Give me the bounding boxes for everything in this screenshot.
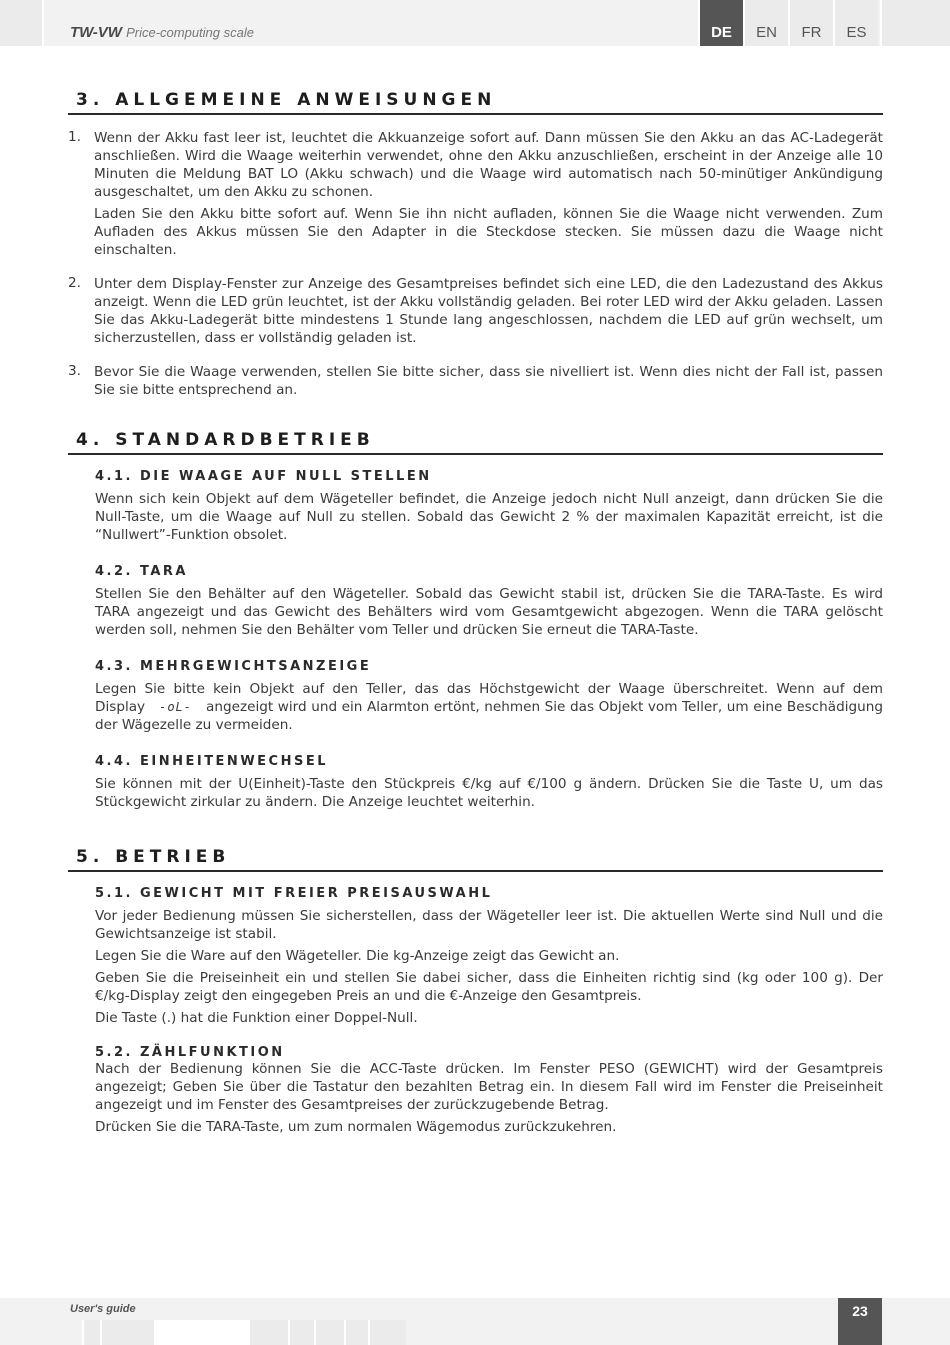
footer-strip	[82, 1320, 102, 1345]
list-number: 2.	[68, 275, 81, 291]
subsection-5-1-body	[95, 907, 883, 1027]
model-name: TW-VW	[70, 24, 122, 41]
paragraph: Vor jeder Bedienung müssen Sie sicherstellen, dass der Wägeteller leer ist. Die aktuellen Werte sind Null und die Gewichtsanzeige ist stabil.	[95, 908, 883, 942]
paragraph	[95, 680, 883, 734]
paragraph: Sie können mit der U(Einheit)-Taste den Stückpreis €/kg auf €/100 g ändern. Drücken Sie die Taste U, um das Stückgewicht zirkular zu ändern. Die Anzeige leuchtet weiterhin.	[95, 776, 883, 810]
paragraph: Geben Sie die Preiseinheit ein und stellen Sie dabei sicher, dass die Einheiten richtig sind (kg oder 100 g). Der €/kg-Display zeigt den eingegeben Preis an und die €-Anzeige den Gesamtpreis.	[95, 970, 883, 1004]
document-subtitle: Price-computing scale	[126, 25, 254, 40]
paragraph: Die Taste (.) hat die Funktion einer Doppel-Null.	[95, 1010, 418, 1026]
paragraph: Unter dem Display-Fenster zur Anzeige des Gesamtpreises befindet sich eine LED, die den Ladezustand des Akkus anzeigt. Wenn die LED grün leuchtet, ist der Akku vollständig geladen. Bei roter LED wird der Akku geladen. Lassen Sie das Akku-Ladegerät bitte mindestens 1 Stunde lang angeschlossen, nachdem die LED auf grün wechselt, um sicherzustellen, dass er vollständig geladen ist.	[94, 276, 883, 346]
paragraph: Laden Sie den Akku bitte sofort auf. Wenn Sie ihn nicht aufladen, können Sie die Waage nicht verwenden. Zum Aufladen des Akkus müssen Sie den Adapter in die Steckdose stecken. Sie müssen dazu die Waage nicht einschalten.	[94, 206, 883, 258]
subsection-5-1-heading: 5.1. GEWICHT MIT FREIER PREISAUSWAHL	[95, 886, 493, 901]
list-item	[68, 363, 883, 399]
subsection-4-1-body	[95, 490, 883, 544]
page-header	[0, 0, 950, 46]
subsection-4-3-body	[95, 680, 883, 734]
footer-strip	[248, 1320, 288, 1345]
tab-lang-es[interactable]: ES	[833, 0, 878, 46]
list-item	[68, 129, 883, 259]
paragraph: Legen Sie die Ware auf den Wägeteller. Die kg-Anzeige zeigt das Gewicht an.	[95, 948, 620, 964]
page-number: 23	[838, 1298, 882, 1345]
overload-display-symbol: -oL-	[159, 700, 193, 714]
subsection-5-2-heading: 5.2. ZÄHLFUNKTION	[95, 1045, 285, 1060]
list-item	[68, 275, 883, 347]
language-tabs	[698, 0, 878, 46]
subsection-4-1-heading: 4.1. DIE WAAGE AUF NULL STELLEN	[95, 469, 432, 484]
page-footer	[0, 1298, 950, 1345]
text-before-symbol: Legen Sie bitte kein Objekt auf den Teller, das das Höchstgewicht der Waage überschreitet. Wenn auf dem Display	[95, 681, 883, 715]
page-content	[68, 90, 883, 1136]
footer-label: User's guide	[70, 1303, 136, 1315]
subsection-4-2-body	[95, 585, 883, 639]
subsection-4-3-heading: 4.3. MEHRGEWICHTSANZEIGE	[95, 659, 372, 674]
paragraph: Wenn sich kein Objekt auf dem Wägeteller befindet, die Anzeige jedoch nicht Null anzeigt, dann drücken Sie die Null-Taste, um die Waage auf Null zu stellen. Sobald das Gewicht 2 % der maximalen Kapazität erreicht, ist die “Nullwert”-Funktion obsolet.	[95, 491, 883, 543]
footer-white-block	[154, 1320, 248, 1345]
subsection-4-4-body	[95, 775, 883, 811]
paragraph: Drücken Sie die TARA-Taste, um zum normalen Wägemodus zurückzukehren.	[95, 1119, 617, 1135]
footer-strip	[368, 1320, 406, 1345]
paragraph: Stellen Sie den Behälter auf den Wägeteller. Sobald das Gewicht stabil ist, drücken Sie die TARA-Taste. Es wird TARA angezeigt und das Gewicht des Behälters wird vom Gesamtgewicht abgezogen. Wenn die TARA gelöscht werden soll, nehmen Sie den Behälter vom Teller und drücken Sie erneut die TARA-Taste.	[95, 586, 883, 638]
header-left-strip	[0, 0, 44, 46]
section-4-heading: 4. STANDARDBETRIEB	[68, 430, 883, 455]
paragraph: Nach der Bedienung können Sie die ACC-Taste drücken. Im Fenster PESO (GEWICHT) wird der Gesamtpreis angezeigt; Geben Sie über die Tastatur den bezahlten Betrag ein. In diesem Fall wird im Fenster die Preiseinheit angezeigt und im Fenster des Gesamtpreises der zurückzugebende Betrag.	[95, 1061, 883, 1113]
tab-lang-de[interactable]: DE	[698, 0, 743, 46]
list-number: 1.	[68, 129, 81, 145]
paragraph: Wenn der Akku fast leer ist, leuchtet die Akkuanzeige sofort auf. Dann müssen Sie den Akku an das AC-Ladegerät anschließen. Wird die Waage weiterhin verwendet, ohne den Akku anzuschließen, erscheint in der Anzeige alle 10 Minuten die Meldung BAT LO (Akku schwach) und die Waage wird automatisch nach 50-minütiger Ankündigung ausgeschaltet, um den Akku zu schonen.	[94, 130, 883, 200]
footer-strip	[288, 1320, 314, 1345]
paragraph: Bevor Sie die Waage verwenden, stellen Sie bitte sicher, dass sie nivelliert ist. Wenn dies nicht der Fall ist, passen Sie sie bitte entsprechend an.	[94, 364, 883, 398]
section-5-heading: 5. BETRIEB	[68, 847, 883, 872]
section-3-list	[68, 129, 883, 399]
tab-lang-en[interactable]: EN	[743, 0, 788, 46]
tab-lang-fr[interactable]: FR	[788, 0, 833, 46]
footer-strip	[344, 1320, 368, 1345]
footer-strip	[314, 1320, 344, 1345]
header-right-strip	[880, 0, 950, 46]
subsection-4-2-heading: 4.2. TARA	[95, 564, 188, 579]
list-number: 3.	[68, 363, 81, 379]
subsection-5-2-body	[95, 1060, 883, 1136]
document-title	[70, 24, 254, 41]
footer-strip	[100, 1320, 154, 1345]
text-after-symbol: angezeigt wird und ein Alarmton ertönt, nehmen Sie das Objekt vom Teller, um eine Beschädigung der Wägezelle zu vermeiden.	[95, 699, 883, 733]
section-3-heading: 3. ALLGEMEINE ANWEISUNGEN	[68, 90, 883, 115]
subsection-4-4-heading: 4.4. EINHEITENWECHSEL	[95, 754, 328, 769]
